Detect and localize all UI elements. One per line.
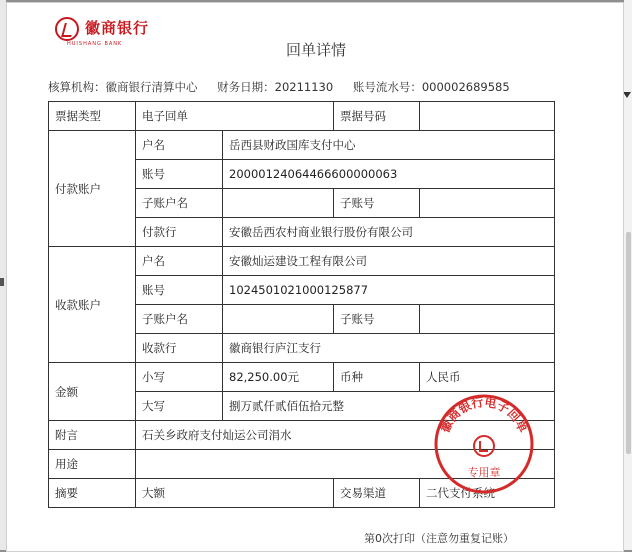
- electronic-receipt-seal: [432, 392, 536, 496]
- seal-logo-icon: [474, 436, 494, 456]
- financial-date: 财务日期：20211130: [217, 80, 334, 94]
- table-row: [49, 131, 555, 160]
- table-row: [49, 363, 555, 392]
- payer-bank: 安徽岳西农村商业银行股份有限公司: [223, 218, 555, 247]
- amount-small: 82,250.00元: [223, 363, 334, 392]
- page-title: 回单详情: [285, 41, 346, 59]
- background-text-fragment: [0, 278, 4, 286]
- currency: 人民币: [420, 363, 555, 392]
- bank-logo-icon: [55, 17, 79, 41]
- payee-name: 安徽灿运建设工程有限公司: [223, 247, 555, 276]
- amount-small-label: 小写: [136, 363, 223, 392]
- seal-logo-mark-icon: [480, 441, 488, 451]
- channel: 二代支付系统: [420, 479, 555, 508]
- payee-section-label: 收款账户: [49, 247, 136, 363]
- summary-label: 摘要: [49, 479, 136, 508]
- payer-account-label: 账号: [136, 160, 223, 189]
- payee-sub-name-label: 子账户名: [136, 305, 223, 334]
- dropdown-arrow-icon[interactable]: [623, 92, 631, 98]
- ticket-no-label: 票据号码: [334, 102, 420, 131]
- summary: 大额: [136, 479, 334, 508]
- purpose-label: 用途: [49, 450, 136, 479]
- ticket-type-label: 票据类型: [49, 102, 136, 131]
- payer-sub-account-label: 子账号: [334, 189, 420, 218]
- note: 石关乡政府支付灿运公司涓水: [136, 421, 555, 450]
- payer-sub-name: [223, 189, 334, 218]
- scrollbar[interactable]: [626, 232, 631, 454]
- print-count-note: 第0次打印（注意勿重复记账）: [364, 532, 514, 545]
- amount-big-label: 大写: [136, 392, 223, 421]
- payer-sub-account: [420, 189, 555, 218]
- ticket-no-value: [420, 102, 555, 131]
- ticket-type-value: 电子回单: [136, 102, 334, 131]
- payer-account: 20000124064466600000063: [223, 160, 555, 189]
- payer-sub-name-label: 子账户名: [136, 189, 223, 218]
- table-row: [49, 247, 555, 276]
- table-row: [49, 102, 555, 131]
- payer-section-label: 付款账户: [49, 131, 136, 247]
- payee-bank-label: 收款行: [136, 334, 223, 363]
- seal-ring-text: 徽商银行电子回单: [437, 395, 531, 435]
- payee-sub-name: [223, 305, 334, 334]
- payee-bank: 徽商银行庐江支行: [223, 334, 555, 363]
- payer-name-label: 户名: [136, 131, 223, 160]
- payee-account: 1024501021000125877: [223, 276, 555, 305]
- bank-name: 徽商银行: [85, 19, 150, 37]
- channel-label: 交易渠道: [334, 479, 420, 508]
- note-label: 附言: [49, 421, 136, 450]
- payee-name-label: 户名: [136, 247, 223, 276]
- accounting-org: 核算机构：徽商银行清算中心: [48, 80, 198, 94]
- payer-name: 岳西县财政国库支付中心: [223, 131, 555, 160]
- payee-account-label: 账号: [136, 276, 223, 305]
- currency-label: 币种: [334, 363, 420, 392]
- payee-sub-account: [420, 305, 555, 334]
- amount-section-label: 金额: [49, 363, 136, 421]
- receipt-meta: [48, 79, 526, 95]
- serial-number: 账号流水号：000002689585: [352, 80, 510, 94]
- payer-bank-label: 付款行: [136, 218, 223, 247]
- bank-name-en: HUISHANG BANK: [67, 41, 123, 47]
- payee-sub-account-label: 子账号: [334, 305, 420, 334]
- seal-center-text: 专用章: [467, 466, 501, 479]
- amount-big: 捌万贰仟贰佰伍拾元整: [223, 392, 555, 421]
